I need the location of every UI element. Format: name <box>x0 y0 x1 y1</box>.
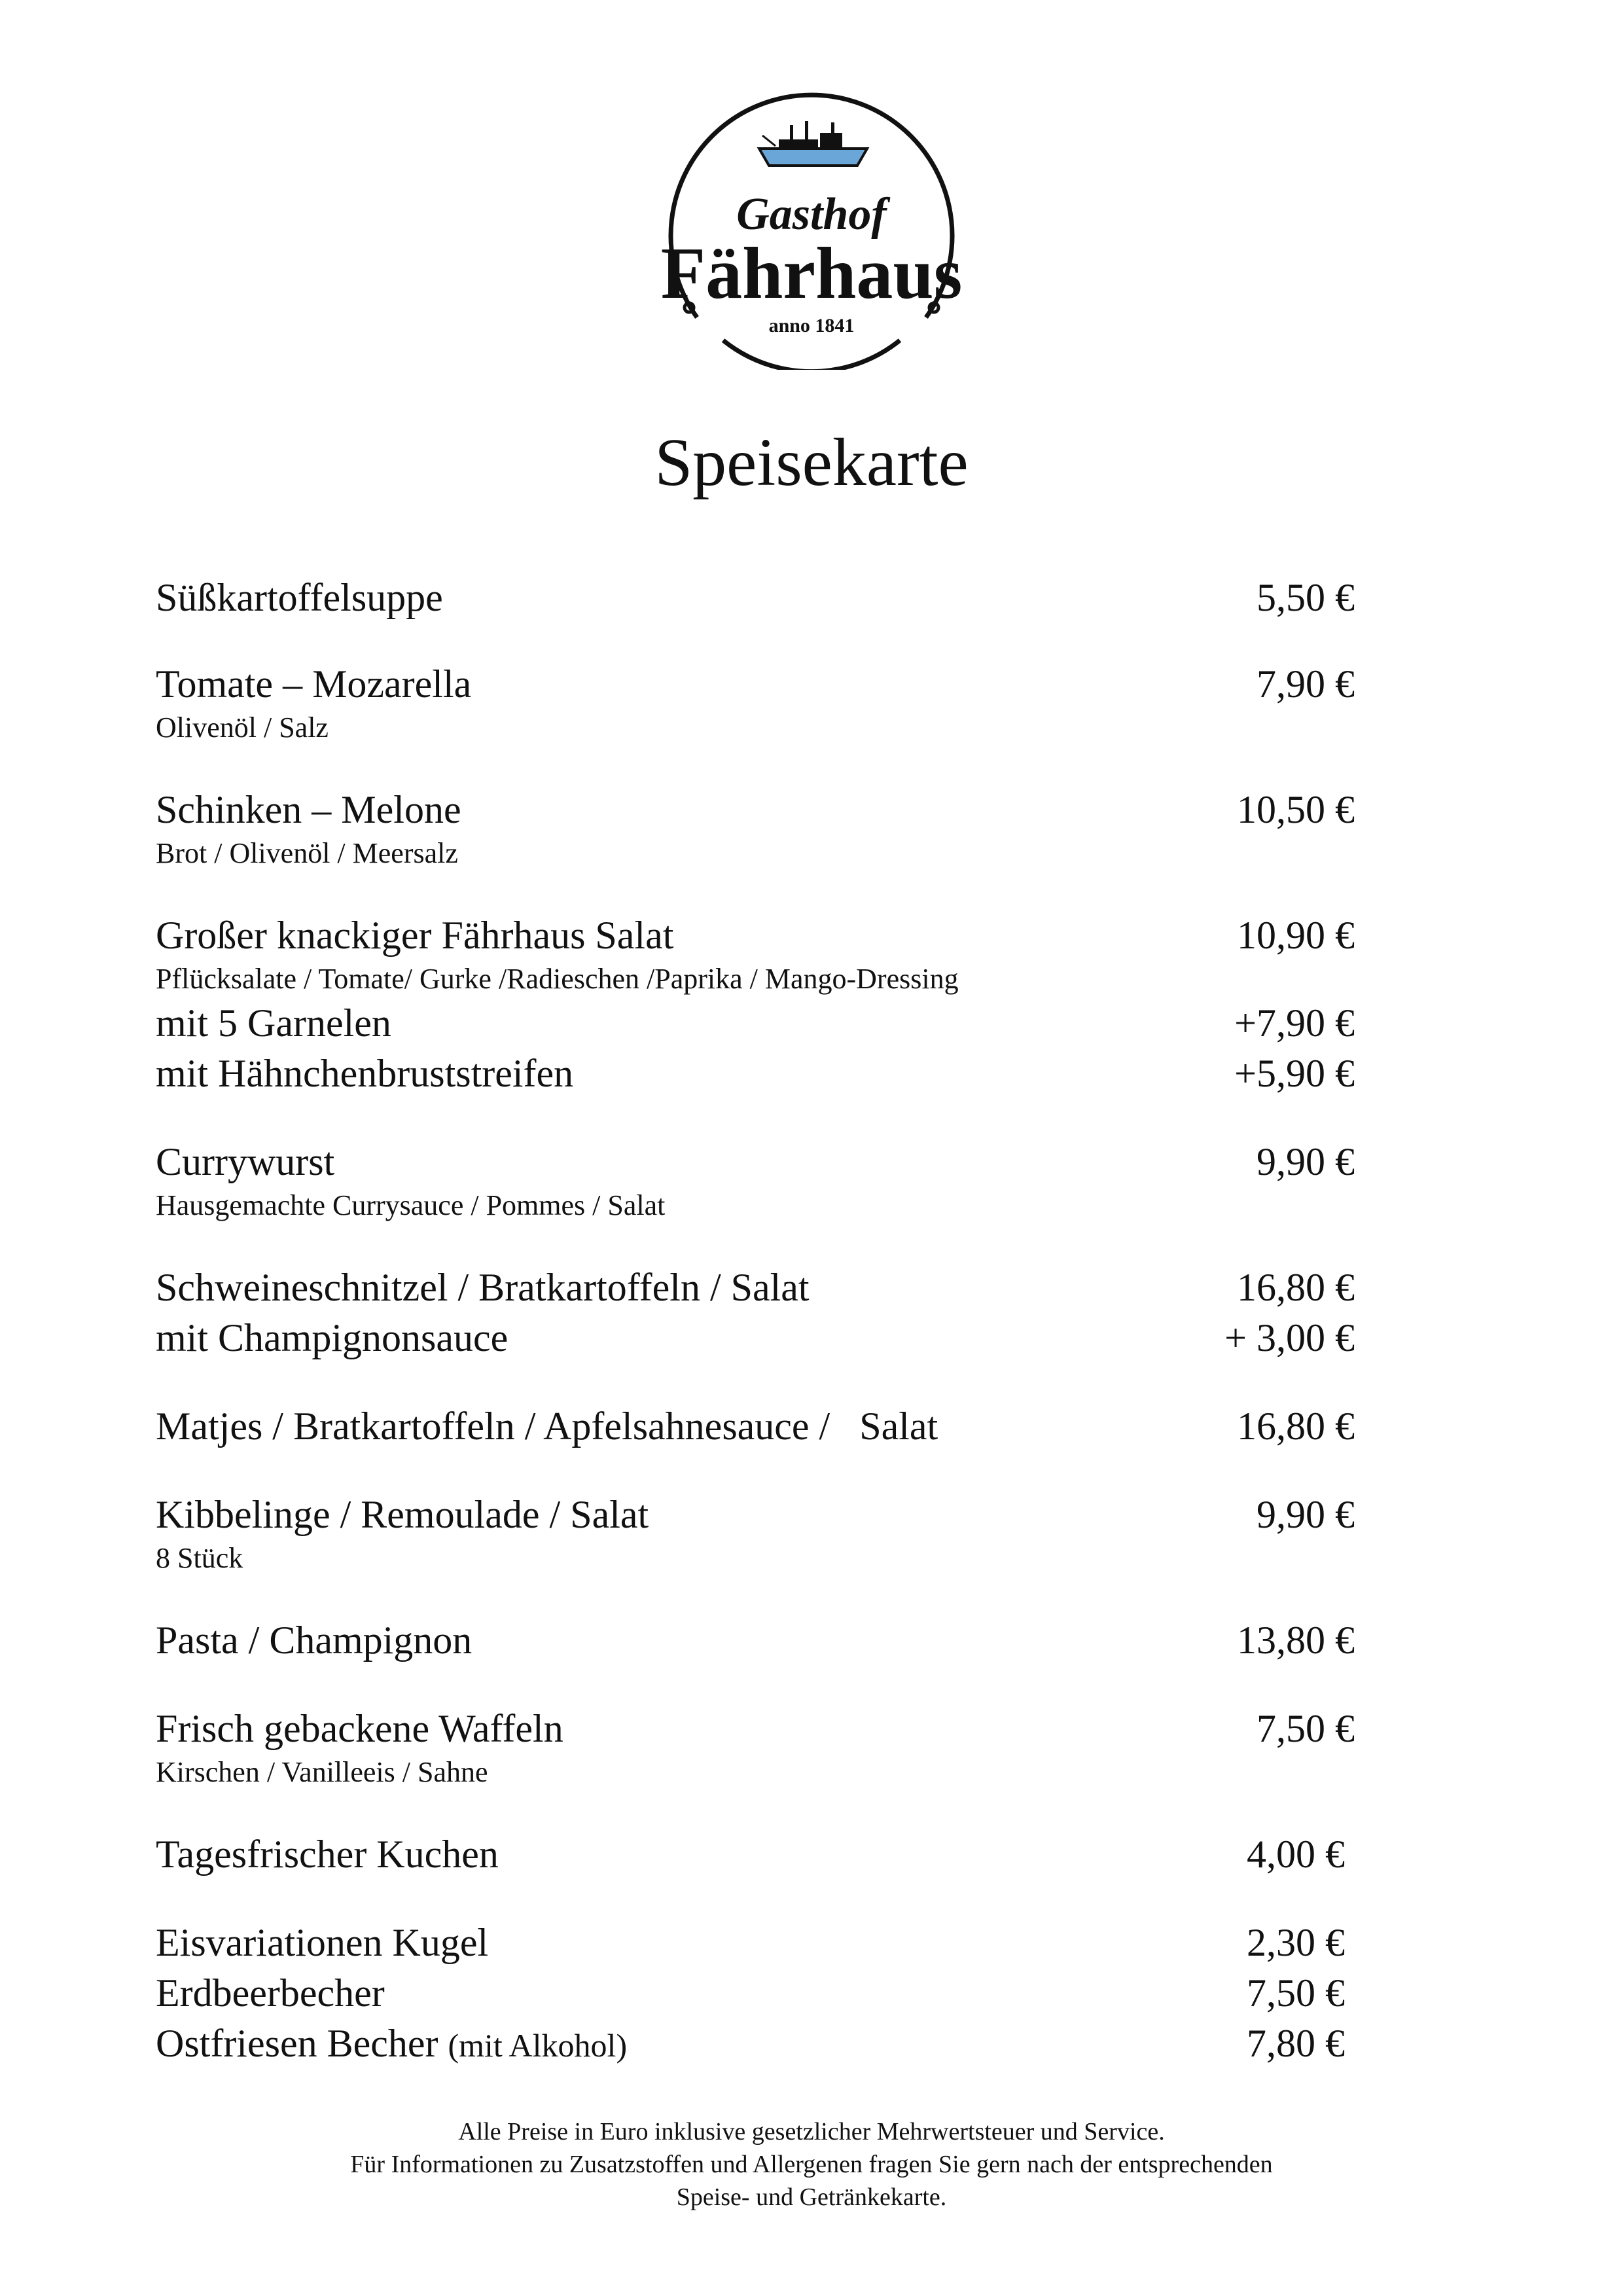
menu-item-description: Kirschen / Vanilleeis / Sahne <box>156 1756 488 1788</box>
svg-text:anno 1841: anno 1841 <box>768 315 855 336</box>
menu-item-description: Pflücksalate / Tomate/ Gurke /Radieschen /Paprika / Mango-Dressing <box>156 963 959 995</box>
menu-item-price: 10,90 € <box>1237 914 1355 957</box>
menu-item-name: Frisch gebackene Waffeln <box>156 1707 563 1750</box>
svg-text:Fährhaus: Fährhaus <box>660 233 963 314</box>
footer-line: Für Informationen zu Zusatzstoffen und Allergenen fragen Sie gern nach der entsprechenden <box>350 2151 1273 2178</box>
menu-item-name: Matjes / Bratkartoffeln / Apfelsahnesauce / Salat <box>156 1405 938 1448</box>
menu-item-name: Süßkartoffelsuppe <box>156 576 443 619</box>
footer-line: Speise- und Getränkekarte. <box>676 2183 947 2211</box>
menu-item-name: Currywurst <box>156 1140 335 1183</box>
menu-item-name: Tomate – Mozarella <box>156 662 472 706</box>
menu-item-price: 13,80 € <box>1237 1619 1355 1662</box>
menu-item-name: mit Champignonsauce <box>156 1316 508 1359</box>
menu-item-description: Hausgemachte Currysauce / Pommes / Salat <box>156 1189 666 1221</box>
menu-item-name: mit 5 Garnelen <box>156 1001 391 1045</box>
menu-item-price: 16,80 € <box>1237 1266 1355 1309</box>
menu-item-price: 2,30 € <box>1247 1921 1345 1964</box>
menu-item-price: +7,90 € <box>1234 1001 1355 1045</box>
menu-item-price: +5,90 € <box>1234 1052 1355 1095</box>
menu-item-description: 8 Stück <box>156 1542 243 1574</box>
menu-item-name: Erdbeerbecher <box>156 1971 385 2015</box>
menu-item-name: Schweineschnitzel / Bratkartoffeln / Salat <box>156 1266 810 1309</box>
menu-item-price: + 3,00 € <box>1224 1316 1355 1359</box>
menu-item-price: 7,50 € <box>1247 1971 1345 2015</box>
menu-item-row <box>156 2024 627 2063</box>
menu-item-price: 5,50 € <box>1257 576 1355 619</box>
menu-item-price: 9,90 € <box>1257 1140 1355 1183</box>
footer-note <box>0 2115 1623 2214</box>
menu-item-description: Olivenöl / Salz <box>156 711 329 744</box>
menu-item-name: mit Hähnchenbruststreifen <box>156 1052 574 1095</box>
menu-item-name: Schinken – Melone <box>156 788 461 831</box>
menu-item-price: 7,90 € <box>1257 662 1355 706</box>
menu-item-name: Großer knackiger Fährhaus Salat <box>156 914 674 957</box>
menu-item-price: 9,90 € <box>1257 1493 1355 1536</box>
menu-item-description: Brot / Olivenöl / Meersalz <box>156 837 458 869</box>
menu-item-name: Pasta / Champignon <box>156 1619 473 1662</box>
menu-item-name: Tagesfrischer Kuchen <box>156 1833 499 1876</box>
menu-item-price: 7,50 € <box>1257 1707 1355 1750</box>
menu-item-price: 10,50 € <box>1237 788 1355 831</box>
menu-item-name: Eisvariationen Kugel <box>156 1921 489 1964</box>
menu-item-note: (mit Alkohol) <box>448 2027 628 2064</box>
menu-item-price: 16,80 € <box>1237 1405 1355 1448</box>
menu-item-name: Ostfriesen Becher <box>156 2022 438 2065</box>
footer-line: Alle Preise in Euro inklusive gesetzlicher Mehrwertsteuer und Service. <box>458 2118 1165 2145</box>
menu-item-price: 4,00 € <box>1247 1833 1345 1876</box>
menu-item-name: Kibbelinge / Remoulade / Salat <box>156 1493 649 1536</box>
svg-text:Gasthof: Gasthof <box>736 189 887 240</box>
page-title: Speisekarte <box>654 425 969 500</box>
menu-item-price: 7,80 € <box>1247 2022 1345 2065</box>
